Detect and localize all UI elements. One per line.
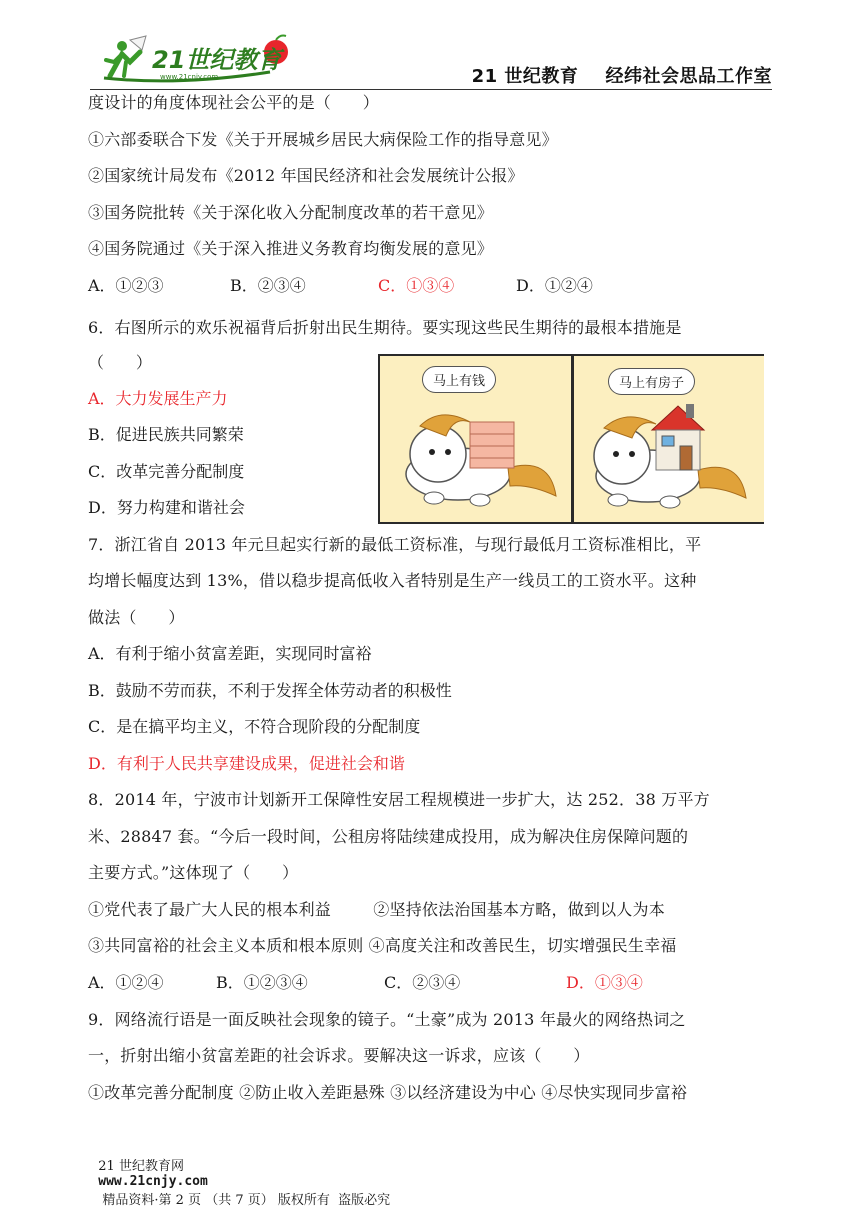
footer-site-url[interactable]: www.21cnjy.com bbox=[98, 1174, 208, 1189]
q8-stem-3: 主要方式。”这体现了（ ） bbox=[88, 863, 299, 882]
page-header bbox=[90, 30, 772, 90]
q6-option-b: B．促进民族共同繁荣 bbox=[88, 425, 244, 444]
speech-bubble-money: 马上有钱 bbox=[422, 366, 496, 393]
q6-option-a-answer: A．大力发展生产力 bbox=[88, 389, 228, 408]
q9-stem-2: 一，折射出缩小贫富差距的社会诉求。要解决这一诉求，应该（ ） bbox=[88, 1046, 590, 1065]
header-divider bbox=[90, 89, 772, 90]
q8-option-c: C．②③④ bbox=[384, 973, 461, 992]
q5-option-d: D．①②④ bbox=[516, 276, 593, 295]
q7-stem-1: 7．浙江省自 2013 年元旦起实行新的最低工资标准，与现行最低月工资标准相比，平 bbox=[88, 535, 702, 554]
q5-stem-end: 度设计的角度体现社会公平的是（ ） bbox=[88, 93, 379, 112]
logo-text: 21世纪教育 bbox=[152, 46, 282, 74]
q5-item-4: ④国务院通过《关于深入推进义务教育均衡发展的意见》 bbox=[88, 239, 494, 258]
cartoon-panel-money bbox=[380, 356, 570, 522]
q9-stem-1: 9．网络流行语是一面反映社会现象的镜子。“土豪”成为 2013 年最火的网络热词之 bbox=[88, 1010, 686, 1029]
q7-stem-3: 做法（ ） bbox=[88, 608, 185, 627]
q8-items-3-4: ③共同富裕的社会主义本质和根本原则 ④高度关注和改善民生，切实增强民生幸福 bbox=[88, 936, 677, 955]
q9-items: ①改革完善分配制度 ②防止收入差距悬殊 ③以经济建设为中心 ④尽快实现同步富裕 bbox=[88, 1083, 688, 1102]
speech-bubble-house: 马上有房子 bbox=[608, 368, 695, 395]
pony-with-house-illustration bbox=[574, 356, 764, 522]
footer-page-info: 精品资料·第 2 页 （共 7 页） 版权所有 盗版必究 bbox=[98, 1193, 391, 1208]
q7-option-c: C．是在搞平均主义，不符合现阶段的分配制度 bbox=[88, 717, 421, 736]
q6-stem-paren: （ ） bbox=[88, 353, 153, 372]
q5-item-2: ②国家统计局发布《2012 年国民经济和社会发展统计公报》 bbox=[88, 166, 524, 185]
q8-items-1-2: ①党代表了最广大人民的根本利益 ②坚持依法治国基本方略，做到以人为本 bbox=[88, 900, 665, 919]
q5-option-b: B．②③④ bbox=[230, 276, 306, 295]
q8-option-b: B．①②③④ bbox=[216, 973, 308, 992]
q5-option-a: A．①②③ bbox=[88, 276, 164, 295]
q6-option-c: C．改革完善分配制度 bbox=[88, 462, 245, 481]
q7-option-d-answer: D．有利于人民共享建设成果，促进社会和谐 bbox=[88, 754, 405, 773]
q5-item-1: ①六部委联合下发《关于开展城乡居民大病保险工作的指导意见》 bbox=[88, 130, 558, 149]
footer-site-name: 21 世纪教育网 bbox=[98, 1159, 184, 1174]
q6-option-d: D．努力构建和谐社会 bbox=[88, 498, 245, 517]
q7-option-a: A．有利于缩小贫富差距，实现同时富裕 bbox=[88, 644, 372, 663]
q8-option-a: A．①②④ bbox=[88, 973, 164, 992]
cartoon-panel-house bbox=[574, 356, 764, 522]
q7-option-b: B．鼓励不劳而获，不利于发挥全体劳动者的积极性 bbox=[88, 681, 452, 700]
logo-url-text: www.21cnjy.com bbox=[160, 73, 219, 81]
cartoon-figure bbox=[378, 354, 764, 524]
q7-stem-2: 均增长幅度达到 13%，借以稳步提高低收入者特别是生产一线员工的工资水平。这种 bbox=[88, 571, 697, 590]
page-footer bbox=[90, 1140, 780, 1208]
q6-stem: 6．右图所示的欢乐祝福背后折射出民生期待。要实现这些民生期待的最根本措施是 bbox=[88, 318, 682, 337]
q8-stem-1: 8．2014 年，宁波市计划新开工保障性安居工程规模进一步扩大，达 252．38 万平方 bbox=[88, 790, 710, 809]
q5-option-c-answer: C．①③④ bbox=[378, 276, 455, 295]
q8-stem-2: 米、28847 套。“今后一段时间，公租房将陆续建成投用，成为解决住房保障问题的 bbox=[88, 827, 689, 846]
q5-item-3: ③国务院批转《关于深化收入分配制度改革的若干意见》 bbox=[88, 203, 494, 222]
header-title: 21 世纪教育 经纬社会思品工作室 bbox=[471, 66, 772, 87]
pony-with-money-illustration bbox=[380, 356, 570, 522]
logo-21cnjy bbox=[100, 32, 300, 84]
q8-option-d-answer: D．①③④ bbox=[566, 973, 643, 992]
